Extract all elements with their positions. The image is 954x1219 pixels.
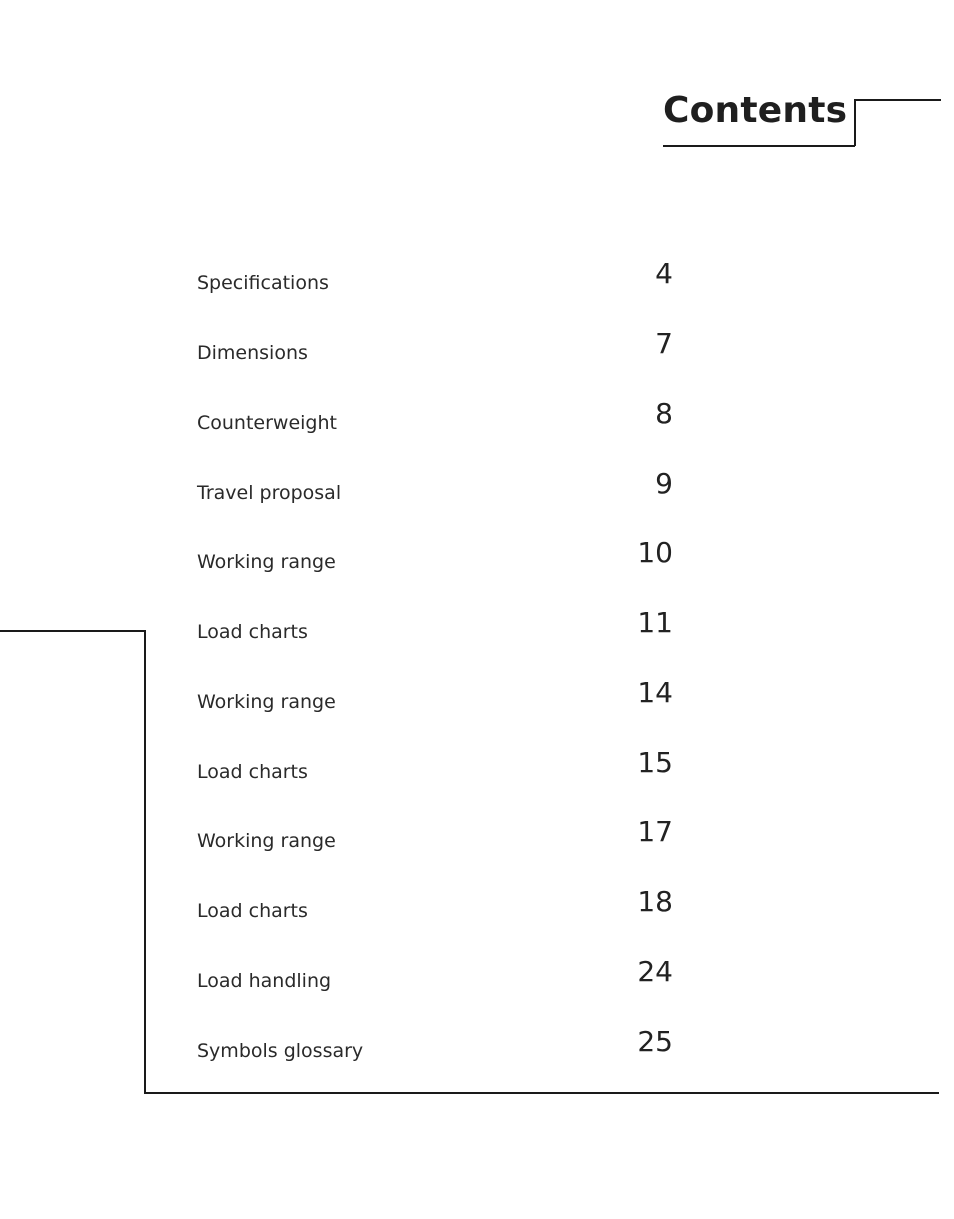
toc-entry-load-charts[interactable] <box>197 606 673 646</box>
toc-entry-working-range[interactable] <box>197 815 673 855</box>
title-bracket-vertical <box>854 99 856 146</box>
toc-entry-label: Load charts <box>197 621 308 643</box>
toc-entry-label: Working range <box>197 691 336 713</box>
toc-entry-label: Symbols glossary <box>197 1040 364 1062</box>
toc-entry-symbols-glossary[interactable] <box>197 1025 673 1065</box>
toc-entry-page-number: 11 <box>637 606 673 639</box>
toc-entry-travel-proposal[interactable] <box>197 467 673 507</box>
toc-entry-load-charts[interactable] <box>197 746 673 786</box>
toc-entry-label: Working range <box>197 830 336 852</box>
toc-entry-label: Counterweight <box>197 412 337 434</box>
toc-entry-page-number: 25 <box>637 1025 673 1058</box>
title-underline <box>663 145 855 147</box>
page-title: Contents <box>663 90 848 131</box>
toc-entry-label: Load handling <box>197 970 332 992</box>
toc-entry-page-number: 4 <box>655 257 673 290</box>
frame-bottom-rule <box>144 1092 939 1094</box>
toc-entry-working-range[interactable] <box>197 676 673 716</box>
toc-entry-counterweight[interactable] <box>197 397 673 437</box>
toc-entry-load-charts[interactable] <box>197 885 673 925</box>
toc-entry-label: Specifications <box>197 272 329 294</box>
toc-entry-page-number: 17 <box>637 815 673 848</box>
frame-left-vertical <box>144 630 146 1094</box>
frame-top-left-rule <box>0 630 145 632</box>
toc-entry-page-number: 10 <box>637 536 673 569</box>
toc-entry-label: Load charts <box>197 900 308 922</box>
toc-entry-label: Working range <box>197 551 336 573</box>
toc-entry-label: Load charts <box>197 761 308 783</box>
toc-entry-specifications[interactable] <box>197 257 673 297</box>
toc-entry-dimensions[interactable] <box>197 327 673 367</box>
toc-entry-working-range[interactable] <box>197 536 673 576</box>
toc-entry-label: Dimensions <box>197 342 308 364</box>
toc-entry-page-number: 8 <box>655 397 673 430</box>
toc-entry-page-number: 15 <box>637 746 673 779</box>
toc-entry-page-number: 14 <box>637 676 673 709</box>
toc-entry-page-number: 9 <box>655 467 673 500</box>
toc-entry-page-number: 24 <box>637 955 673 988</box>
toc-entry-page-number: 18 <box>637 885 673 918</box>
toc-entry-page-number: 7 <box>655 327 673 360</box>
toc-entry-label: Travel proposal <box>197 482 342 504</box>
title-bracket-top <box>854 99 941 101</box>
toc-entry-load-handling[interactable] <box>197 955 673 995</box>
